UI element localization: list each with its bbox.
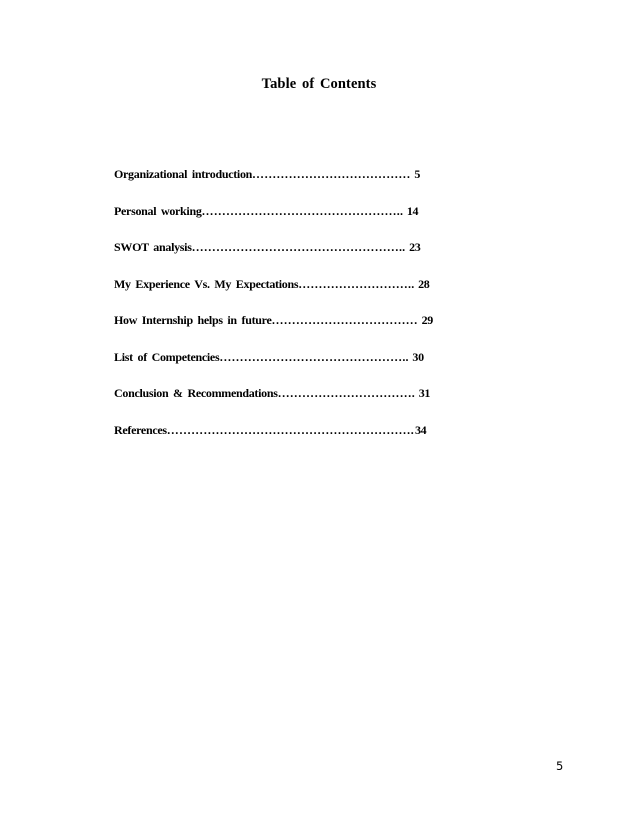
toc-page-number: 30	[409, 349, 424, 364]
toc-page-number: 31	[416, 386, 431, 400]
toc-page-number: 5	[411, 167, 421, 181]
toc-dot-leader: …………………………………	[252, 167, 411, 181]
toc-page-number: 28	[415, 276, 430, 291]
toc-dot-leader: ………………………………	[271, 313, 418, 327]
toc-dot-leader: ………………………..	[298, 276, 415, 291]
toc-dot-leader: …………………………………………..	[201, 203, 404, 218]
toc-dot-leader: …………………………….	[277, 386, 416, 400]
toc-entry-label: References	[114, 422, 167, 437]
toc-entry	[114, 383, 454, 420]
toc-entry-label: Conclusion & Recommendations	[114, 386, 278, 400]
toc-page-number: 29	[418, 313, 433, 327]
table-of-contents	[114, 164, 454, 456]
toc-entry-label: SWOT analysis	[114, 240, 192, 254]
toc-entry	[114, 274, 454, 311]
toc-dot-leader: ……………………………………………..	[191, 240, 406, 254]
toc-dot-leader: …………………………………………………….	[166, 422, 414, 437]
toc-dot-leader: ………………………………………..	[219, 349, 409, 364]
page-title: Table of Contents	[261, 76, 377, 92]
toc-entry-label: Organizational introduction	[114, 167, 253, 181]
toc-entry-label: My Experience Vs. My Expectations	[114, 276, 299, 291]
toc-entry	[114, 237, 454, 274]
toc-entry-label: How Internship helps in future	[114, 313, 272, 327]
toc-page-number: 23	[406, 240, 421, 254]
toc-entry-label: Personal working	[114, 203, 202, 218]
toc-entry	[114, 201, 454, 238]
toc-entry	[114, 164, 454, 201]
toc-page-number: 34	[414, 422, 427, 437]
toc-page-number: 14	[404, 203, 419, 218]
footer-page-number: 5	[556, 759, 564, 773]
toc-entry	[114, 420, 454, 457]
toc-entry	[114, 347, 454, 384]
toc-entry	[114, 310, 454, 347]
toc-entry-label: List of Competencies	[114, 349, 220, 364]
